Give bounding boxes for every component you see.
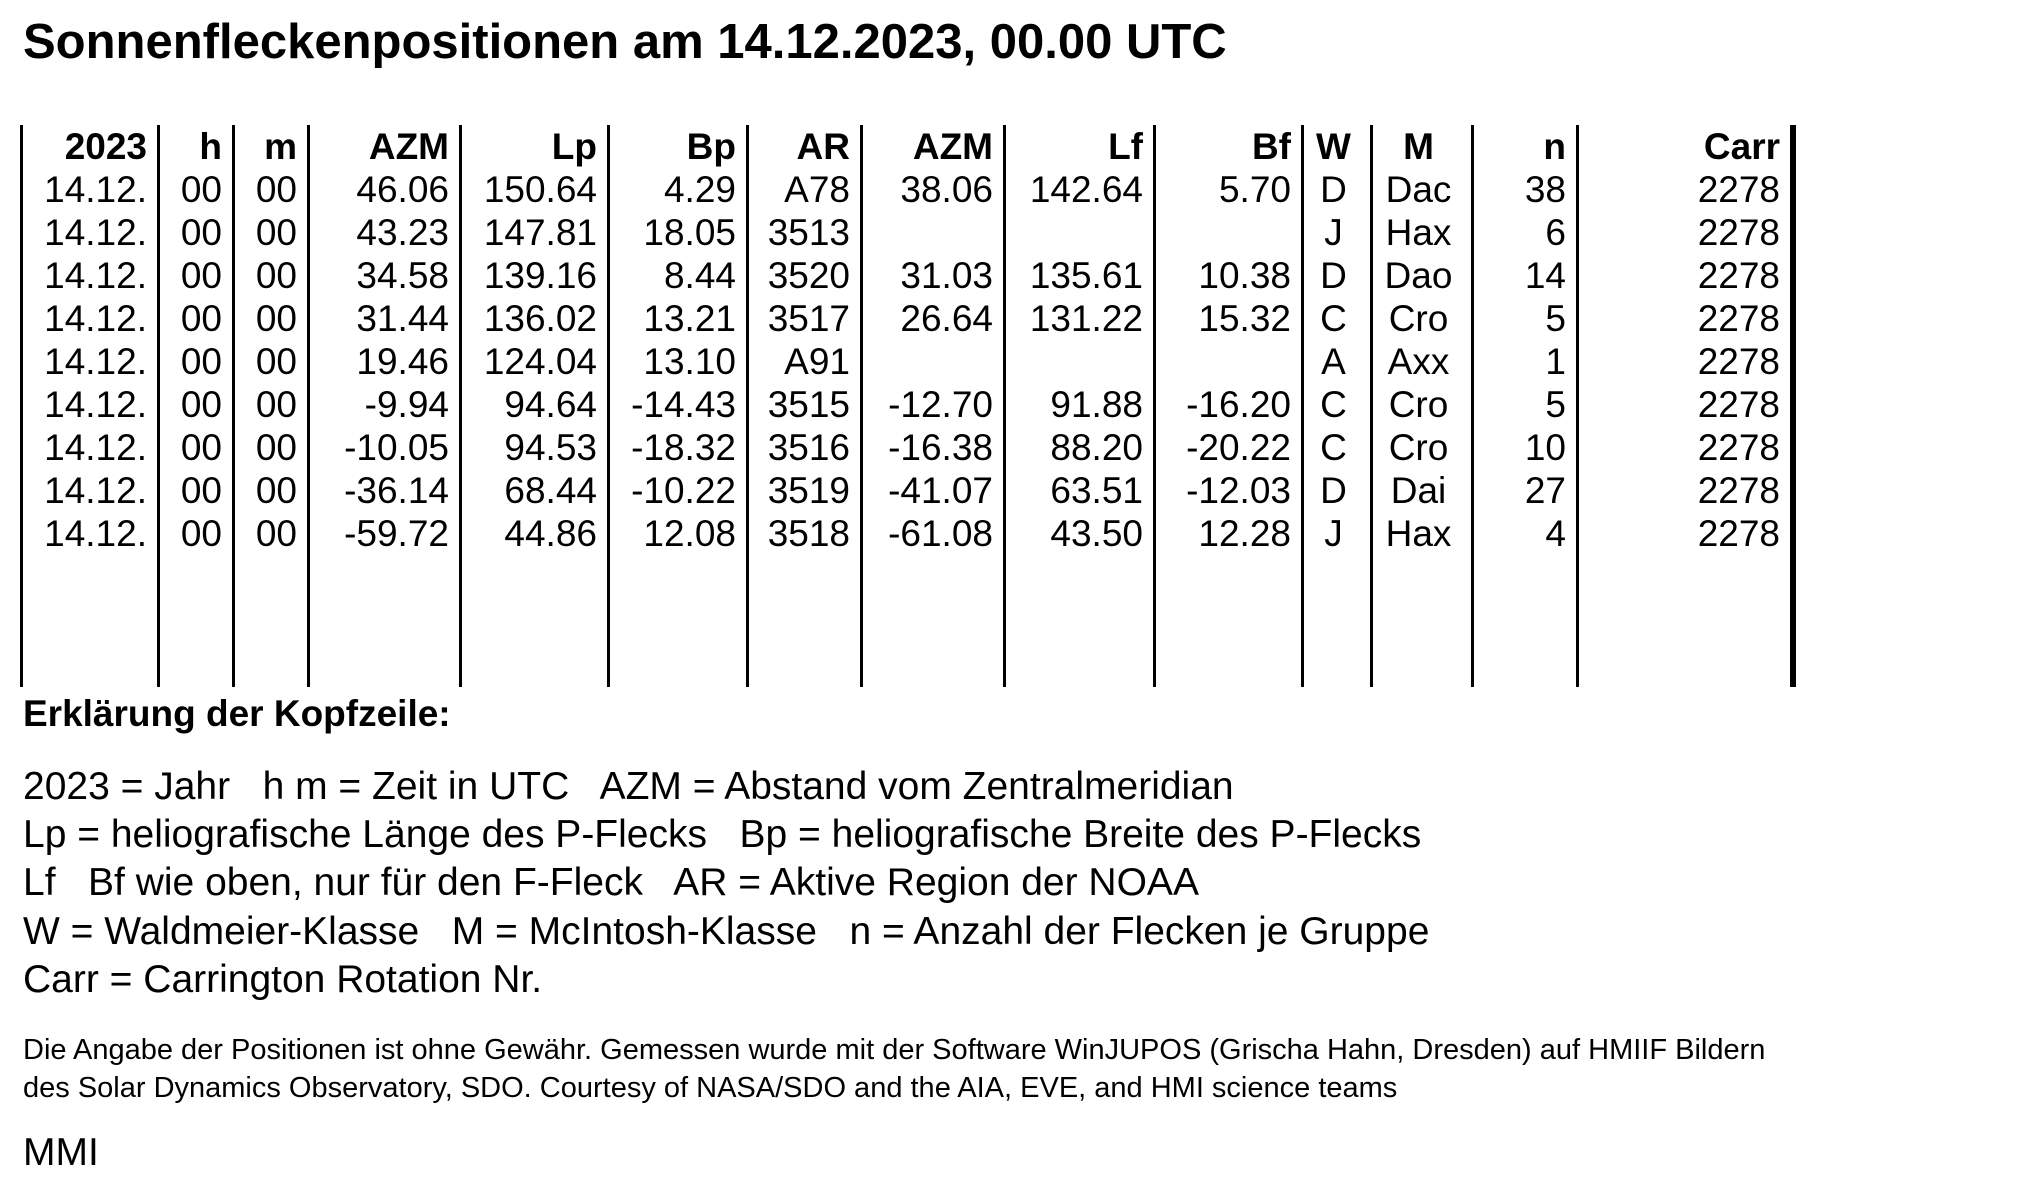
cell-ar: 3515 (767, 384, 850, 425)
header-lf: Lf (1108, 126, 1143, 167)
cell-minute: 00 (255, 427, 297, 468)
legend-line-4: W = Waldmeier-Klasse M = McIntosh-Klasse n = Anzahl der Flecken je Gruppe (23, 910, 1430, 953)
cell-bf: -16.20 (1186, 384, 1291, 425)
cell-carr: 2278 (1697, 255, 1780, 296)
cell-year: 14.12. (44, 341, 147, 382)
cell-azm-p: 19.46 (356, 341, 449, 382)
cell-ar: 3513 (767, 212, 850, 253)
cell-w: D (1320, 470, 1347, 511)
cell-bf: -20.22 (1186, 427, 1291, 468)
table-row (20, 512, 1796, 555)
cell-year: 14.12. (44, 470, 147, 511)
cell-m: Dac (1385, 169, 1452, 210)
cell-year: 14.12. (44, 427, 147, 468)
table-row (20, 469, 1796, 512)
cell-minute: 00 (255, 298, 297, 339)
cell-carr: 2278 (1697, 384, 1780, 425)
cell-bp: -10.22 (631, 470, 736, 511)
table-row (20, 383, 1796, 426)
header-hour: h (199, 126, 222, 167)
cell-m: Cro (1388, 384, 1449, 425)
header-lp: Lp (551, 126, 597, 167)
header-carr: Carr (1703, 126, 1780, 167)
cell-lp: 124.04 (483, 341, 597, 382)
cell-m: Dai (1390, 470, 1447, 511)
cell-azm-p: -9.94 (364, 384, 449, 425)
cell-minute: 00 (255, 169, 297, 210)
cell-bf: 15.32 (1198, 298, 1291, 339)
cell-hour: 00 (180, 255, 222, 296)
cell-azm-f: 38.06 (900, 169, 993, 210)
cell-minute: 00 (255, 513, 297, 554)
cell-bf: 5.70 (1218, 169, 1291, 210)
cell-ar: 3519 (767, 470, 850, 511)
cell-azm-f: 31.03 (900, 255, 993, 296)
cell-lf: 43.50 (1050, 513, 1143, 554)
header-ar: AR (796, 126, 850, 167)
cell-carr: 2278 (1697, 427, 1780, 468)
cell-azm-p: -36.14 (344, 470, 449, 511)
header-w: W (1316, 126, 1351, 167)
cell-azm-p: 46.06 (356, 169, 449, 210)
cell-m: Hax (1385, 513, 1452, 554)
cell-minute: 00 (255, 341, 297, 382)
cell-lf: 63.51 (1050, 470, 1143, 511)
cell-hour: 00 (180, 169, 222, 210)
cell-year: 14.12. (44, 298, 147, 339)
header-azm-p: AZM (368, 126, 449, 167)
cell-lp: 68.44 (504, 470, 597, 511)
cell-ar: A91 (784, 341, 850, 382)
cell-year: 14.12. (44, 384, 147, 425)
cell-m: Cro (1388, 427, 1449, 468)
cell-bp: 12.08 (643, 513, 736, 554)
header-azm-f: AZM (912, 126, 993, 167)
sunspot-position-table (20, 125, 1796, 687)
cell-carr: 2278 (1697, 298, 1780, 339)
cell-lf: 88.20 (1050, 427, 1143, 468)
cell-m: Axx (1387, 341, 1450, 382)
cell-azm-f: -61.08 (888, 513, 993, 554)
cell-w: D (1320, 255, 1347, 296)
cell-lp: 147.81 (483, 212, 597, 253)
author-signature: MMI (23, 1131, 99, 1174)
cell-m: Dao (1384, 255, 1453, 296)
cell-bf (1159, 340, 1291, 383)
cell-azm-p: 43.23 (356, 212, 449, 253)
cell-minute: 00 (255, 212, 297, 253)
cell-bp: 13.10 (643, 341, 736, 382)
cell-minute: 00 (255, 384, 297, 425)
cell-lf: 91.88 (1050, 384, 1143, 425)
cell-hour: 00 (180, 513, 222, 554)
cell-hour: 00 (180, 470, 222, 511)
cell-lp: 94.53 (504, 427, 597, 468)
table-row (20, 211, 1796, 254)
cell-w: C (1320, 427, 1347, 468)
cell-ar: 3517 (767, 298, 850, 339)
header-minute: m (264, 126, 297, 167)
header-year: 2023 (64, 126, 147, 167)
cell-azm-f: -41.07 (888, 470, 993, 511)
cell-year: 14.12. (44, 513, 147, 554)
cell-bf: 10.38 (1198, 255, 1291, 296)
header-bp: Bp (686, 126, 736, 167)
header-m: M (1403, 126, 1434, 167)
cell-lp: 136.02 (483, 298, 597, 339)
header-n: n (1543, 126, 1566, 167)
cell-n: 6 (1545, 212, 1566, 253)
table-row (20, 340, 1796, 383)
legend-line-2: Lp = heliografische Länge des P-Flecks Bp = heliografische Breite des P-Flecks (23, 813, 1422, 856)
table-row (20, 254, 1796, 297)
header-bf: Bf (1251, 126, 1291, 167)
cell-bp: -14.43 (631, 384, 736, 425)
table-row (20, 426, 1796, 469)
legend-line-3: Lf Bf wie oben, nur für den F-Fleck AR = Aktive Region der NOAA (23, 861, 1199, 904)
cell-azm-p: -10.05 (344, 427, 449, 468)
cell-azm-f (866, 340, 993, 383)
cell-m: Cro (1388, 298, 1449, 339)
cell-ar: 3516 (767, 427, 850, 468)
cell-lp: 94.64 (504, 384, 597, 425)
cell-m: Hax (1385, 212, 1452, 253)
cell-lf: 142.64 (1029, 169, 1143, 210)
cell-year: 14.12. (44, 255, 147, 296)
cell-minute: 00 (255, 255, 297, 296)
cell-bf: 12.28 (1198, 513, 1291, 554)
cell-minute: 00 (255, 470, 297, 511)
cell-bp: -18.32 (631, 427, 736, 468)
cell-bf: -12.03 (1186, 470, 1291, 511)
table-header-row (20, 125, 1796, 168)
cell-lp: 139.16 (483, 255, 597, 296)
legend-line-5: Carr = Carrington Rotation Nr. (23, 958, 543, 1001)
cell-n: 4 (1545, 513, 1566, 554)
legend-line-1: 2023 = Jahr h m = Zeit in UTC AZM = Abstand vom Zentralmeridian (23, 765, 1234, 808)
cell-bf (1159, 211, 1291, 254)
page-title: Sonnenfleckenpositionen am 14.12.2023, 00.00 UTC (23, 15, 1227, 69)
cell-n: 27 (1524, 470, 1566, 511)
cell-year: 14.12. (44, 212, 147, 253)
cell-carr: 2278 (1697, 212, 1780, 253)
cell-carr: 2278 (1697, 341, 1780, 382)
cell-hour: 00 (180, 298, 222, 339)
cell-w: D (1320, 169, 1347, 210)
legend-heading: Erklärung der Kopfzeile: (23, 693, 451, 734)
cell-n: 5 (1545, 298, 1566, 339)
cell-w: J (1324, 513, 1343, 554)
cell-azm-p: -59.72 (344, 513, 449, 554)
table-row (20, 168, 1796, 211)
cell-year: 14.12. (44, 169, 147, 210)
cell-ar: A78 (784, 169, 850, 210)
cell-n: 14 (1524, 255, 1566, 296)
cell-azm-f: -16.38 (888, 427, 993, 468)
cell-bp: 13.21 (643, 298, 736, 339)
cell-w: C (1320, 384, 1347, 425)
cell-bp: 4.29 (663, 169, 736, 210)
disclaimer-line-2: des Solar Dynamics Observatory, SDO. Courtesy of NASA/SDO and the AIA, EVE, and HMI science teams (23, 1072, 1398, 1104)
cell-bp: 8.44 (663, 255, 736, 296)
table-row (20, 297, 1796, 340)
cell-azm-p: 31.44 (356, 298, 449, 339)
cell-lf: 135.61 (1029, 255, 1143, 296)
cell-n: 1 (1545, 341, 1566, 382)
cell-n: 5 (1545, 384, 1566, 425)
cell-lf: 131.22 (1029, 298, 1143, 339)
cell-w: J (1324, 212, 1343, 253)
cell-carr: 2278 (1697, 513, 1780, 554)
cell-azm-p: 34.58 (356, 255, 449, 296)
disclaimer-line-1: Die Angabe der Positionen ist ohne Gewähr. Gemessen wurde mit der Software WinJUPOS (Grischa Hahn, Dresden) auf HMIIF Bildern (23, 1034, 1766, 1066)
cell-w: C (1320, 298, 1347, 339)
cell-lf (1009, 211, 1143, 254)
cell-n: 38 (1524, 169, 1566, 210)
cell-ar: 3518 (767, 513, 850, 554)
cell-carr: 2278 (1697, 169, 1780, 210)
cell-azm-f: 26.64 (900, 298, 993, 339)
cell-hour: 00 (180, 384, 222, 425)
cell-ar: 3520 (767, 255, 850, 296)
cell-w: A (1321, 341, 1346, 382)
cell-hour: 00 (180, 212, 222, 253)
cell-azm-f: -12.70 (888, 384, 993, 425)
cell-carr: 2278 (1697, 470, 1780, 511)
cell-azm-f (866, 211, 993, 254)
cell-lf (1009, 340, 1143, 383)
cell-bp: 18.05 (643, 212, 736, 253)
cell-hour: 00 (180, 341, 222, 382)
cell-hour: 00 (180, 427, 222, 468)
cell-lp: 44.86 (504, 513, 597, 554)
cell-lp: 150.64 (483, 169, 597, 210)
cell-n: 10 (1524, 427, 1566, 468)
